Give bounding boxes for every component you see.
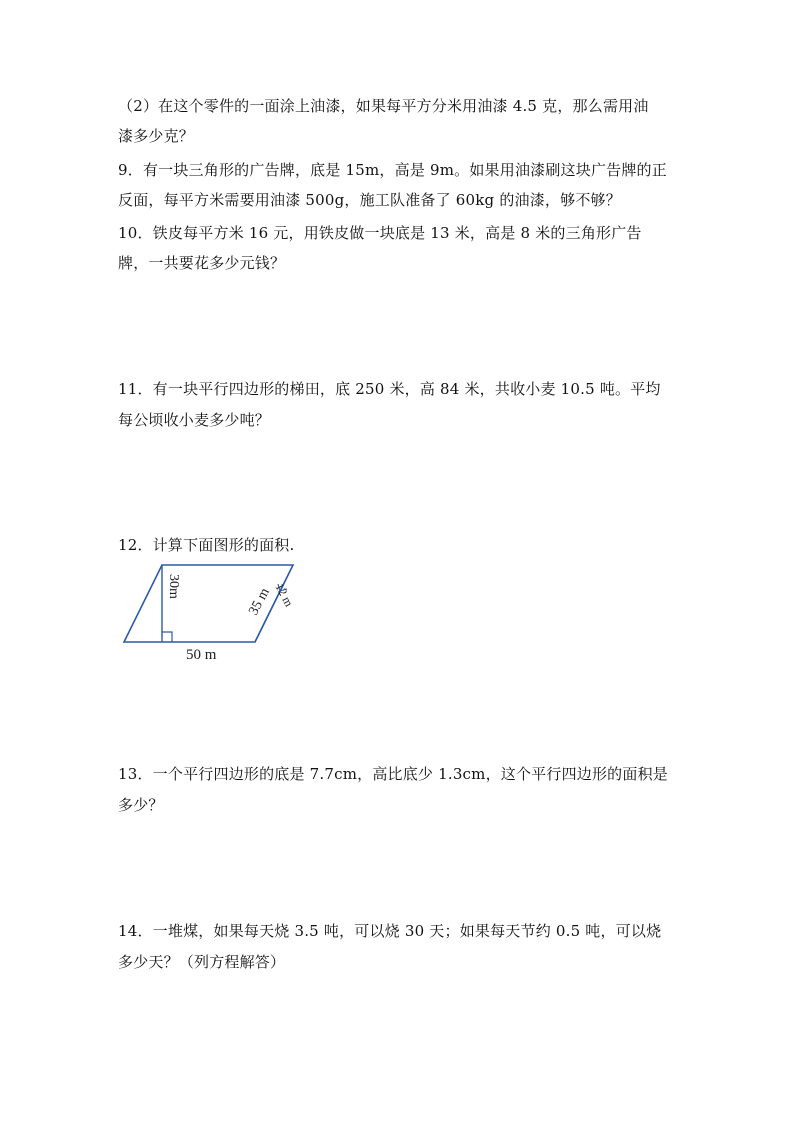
problem-12-line-1: 12．计算下面图形的面积. — [118, 536, 295, 554]
problem-9-line-1: 9．有一块三角形的广告牌，底是 15m，高是 9m。如果用油漆刷这块广告牌的正 — [118, 161, 667, 179]
problem-10-line-1: 10．铁皮每平方米 16 元，用铁皮做一块底是 13 米，高是 8 米的三角形广告 — [118, 224, 642, 242]
problem-8-2-line-2: 漆多少克？ — [118, 127, 195, 145]
problem-11-line-2: 每公顷收小麦多少吨？ — [118, 411, 271, 429]
base-label: 50 m — [186, 647, 217, 663]
parallelogram-figure — [118, 558, 318, 668]
parallelogram-shape — [124, 565, 293, 642]
height2-label: 12 m — [272, 580, 297, 609]
problem-11-line-1: 11．有一块平行四边形的梯田，底 250 米，高 84 米，共收小麦 10.5 吨。平均 — [118, 380, 661, 398]
height-label: 30m — [166, 574, 181, 599]
problem-13-line-2: 多少？ — [118, 796, 164, 814]
problem-14-line-1: 14．一堆煤，如果每天烧 3.5 吨，可以烧 30 天；如果每天节约 0.5 吨，可以烧 — [118, 922, 662, 940]
parallelogram-diagram — [118, 558, 318, 668]
problem-13-line-1: 13．一个平行四边形的底是 7.7cm，高比底少 1.3cm，这个平行四边形的面积是 — [118, 765, 668, 783]
problem-14-line-2: 多少天？（列方程解答） — [118, 953, 286, 971]
problem-9-line-2: 反面，每平方米需要用油漆 500g，施工队准备了 60kg 的油漆，够不够？ — [118, 191, 621, 209]
side-label: 35 m — [246, 585, 273, 618]
problem-8-2-line-1: （2）在这个零件的一面涂上油漆，如果每平方分米用油漆 4.5 克，那么需用油 — [118, 97, 649, 115]
problem-10-line-2: 牌，一共要花多少元钱？ — [118, 254, 286, 272]
right-angle-marker-base — [162, 632, 172, 642]
